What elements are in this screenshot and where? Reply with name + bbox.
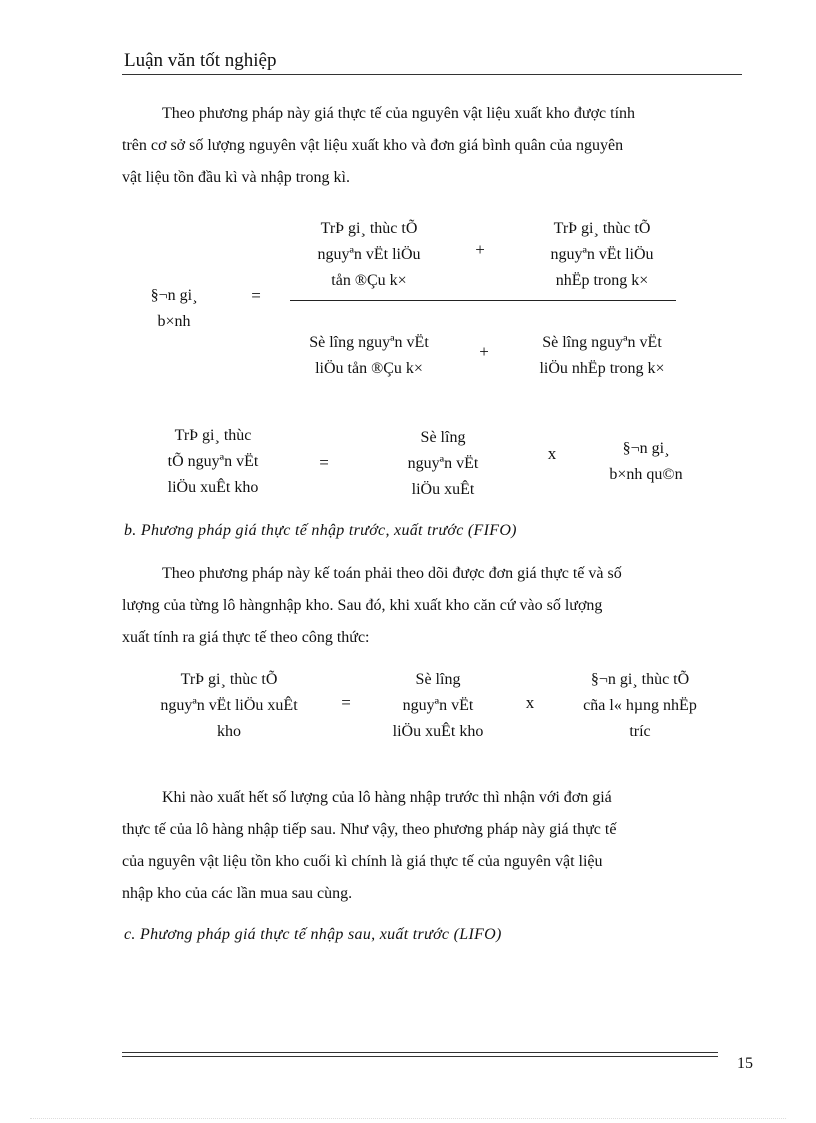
footer-rule-top bbox=[122, 1052, 718, 1053]
fifo-line-3: xuất tính ra giá thực tế theo công thức: bbox=[122, 629, 370, 646]
f1-denominator-left bbox=[276, 330, 462, 382]
f2-mid-line-2: nguyªn vËt bbox=[407, 455, 479, 472]
f2-lhs-line-3: liÖu xuÊt kho bbox=[167, 479, 259, 496]
f1-equals: = bbox=[251, 286, 261, 305]
intro-line-3: vật liệu tồn đầu kì và nhập trong kì. bbox=[122, 169, 350, 186]
f2-lhs-line-2: tÕ nguyªn vËt bbox=[167, 453, 259, 470]
fifo-line-1: Theo phương pháp này kế toán phải theo dõi được đơn giá thực tế và số bbox=[162, 565, 622, 582]
f2-mid-line-1: Sè lîng bbox=[420, 429, 466, 446]
footer-rule-bottom bbox=[122, 1056, 718, 1057]
f1-den-right-line-1: Sè lîng nguyªn vËt bbox=[542, 334, 662, 351]
f1-lhs-line-1: §¬n gi¸ bbox=[150, 287, 198, 304]
f3-mid bbox=[368, 667, 508, 745]
f3-lhs-line-3: kho bbox=[217, 723, 241, 740]
f3-mid-line-1: Sè lîng bbox=[415, 671, 461, 688]
f2-mid bbox=[370, 425, 516, 503]
fifo-line-2: lượng của từng lô hàngnhập kho. Sau đó, khi xuất kho căn cứ vào số lượng bbox=[122, 597, 603, 614]
page-edge-dots bbox=[30, 1118, 786, 1119]
f1-numerator-plus: + bbox=[475, 240, 485, 259]
f3-rhs bbox=[560, 667, 720, 745]
f3-lhs-line-2: nguyªn vËt liÖu xuÊt bbox=[160, 697, 298, 714]
f2-times: x bbox=[547, 444, 557, 463]
f1-lhs bbox=[122, 283, 226, 335]
f1-den-left-line-1: Sè lîng nguyªn vËt bbox=[309, 334, 429, 351]
intro-paragraph bbox=[122, 98, 740, 194]
conclusion-line-3: của nguyên vật liệu tồn kho cuối kì chính là giá thực tế của nguyên vật liệu bbox=[122, 853, 603, 870]
f3-rhs-line-3: tríc bbox=[629, 723, 651, 740]
fifo-paragraph bbox=[122, 558, 740, 654]
conclusion-line-4: nhập kho của các lần mua sau cùng. bbox=[122, 885, 353, 902]
intro-line-2: trên cơ sở số lượng nguyên vật liệu xuất kho và đơn giá bình quân của nguyên bbox=[122, 137, 624, 154]
heading-fifo: b. Phương pháp giá thực tế nhập trước, xuất trước (FIFO) bbox=[124, 522, 517, 539]
f3-equals: = bbox=[341, 693, 351, 712]
f1-numerator-left bbox=[280, 216, 458, 294]
conclusion-line-2: thực tế của lô hàng nhập tiếp sau. Như vậy, theo phương pháp này giá thực tế bbox=[122, 821, 617, 838]
running-header: Luận văn tốt nghiệp bbox=[124, 50, 277, 71]
f1-denominator-plus: + bbox=[479, 342, 489, 361]
f1-lhs-line-2: b×nh bbox=[157, 313, 191, 330]
f2-rhs-line-2: b×nh qu©n bbox=[609, 466, 683, 483]
f2-rhs bbox=[582, 436, 710, 488]
f1-num-left-line-1: TrÞ gi¸ thùc tÕ bbox=[320, 220, 418, 237]
f1-num-right-line-3: nhËp trong k× bbox=[555, 272, 649, 289]
f3-mid-line-2: nguyªn vËt bbox=[402, 697, 474, 714]
f1-numerator-right bbox=[508, 216, 696, 294]
f2-rhs-line-1: §¬n gi¸ bbox=[622, 440, 670, 457]
f3-times: x bbox=[525, 693, 535, 712]
f3-rhs-line-1: §¬n gi¸ thùc tÕ bbox=[590, 671, 690, 688]
f1-num-right-line-2: nguyªn vËt liÖu bbox=[550, 246, 654, 263]
f3-lhs-line-1: TrÞ gi¸ thùc tÕ bbox=[180, 671, 278, 688]
f1-num-left-line-3: tån ®Çu k× bbox=[331, 272, 407, 289]
f1-fraction-bar bbox=[290, 300, 676, 301]
heading-lifo: c. Phương pháp giá thực tế nhập sau, xuất trước (LIFO) bbox=[124, 926, 502, 943]
intro-line-1: Theo phương pháp này giá thực tế của nguyên vật liệu xuất kho được tính bbox=[162, 105, 636, 122]
f1-den-left-line-2: liÖu tån ®Çu k× bbox=[315, 360, 423, 377]
f2-lhs-line-1: TrÞ gi¸ thùc bbox=[174, 427, 252, 444]
f1-num-left-line-2: nguyªn vËt liÖu bbox=[317, 246, 421, 263]
page-number: 15 bbox=[737, 1055, 753, 1072]
f2-lhs bbox=[130, 423, 296, 501]
f1-num-right-line-1: TrÞ gi¸ thùc tÕ bbox=[553, 220, 651, 237]
fifo-conclusion-paragraph bbox=[122, 782, 740, 910]
header-rule bbox=[122, 74, 742, 75]
f3-lhs bbox=[134, 667, 324, 745]
conclusion-line-1: Khi nào xuất hết số lượng của lô hàng nhập trước thì nhận với đơn giá bbox=[162, 789, 612, 806]
f3-rhs-line-2: cña l« hµng nhËp bbox=[583, 697, 697, 714]
f3-mid-line-3: liÖu xuÊt kho bbox=[392, 723, 484, 740]
f1-denominator-right bbox=[508, 330, 696, 382]
f2-mid-line-3: liÖu xuÊt bbox=[411, 481, 475, 498]
f2-equals: = bbox=[319, 453, 329, 472]
f1-den-right-line-2: liÖu nhËp trong k× bbox=[539, 360, 665, 377]
